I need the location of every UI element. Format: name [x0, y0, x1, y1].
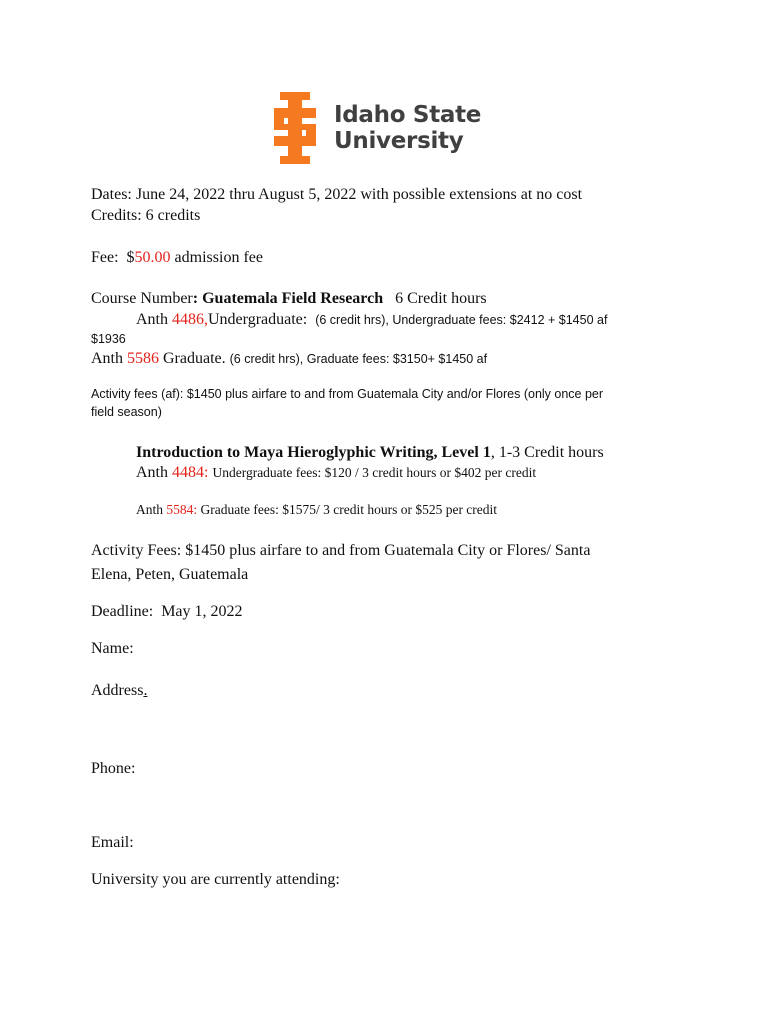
course1-undergrad-number: 4486, — [172, 311, 208, 328]
course2-grad-number: 5584: — [166, 502, 198, 517]
activity-fees-line-2: Elena, Peten, Guatemala — [91, 566, 249, 583]
course2-undergrad-number: 4484: — [172, 464, 209, 481]
course1-grad-number: 5586 — [127, 350, 159, 367]
course-number-prefix: Course Number — [91, 290, 193, 307]
deadline-value: May 1, 2022 — [161, 603, 243, 620]
course1-activity-line-2: field season) — [91, 405, 162, 419]
course1-activity-line-1: Activity fees (af): $1450 plus airfare to and from Guatemala City and/or Flores (only once per — [91, 387, 604, 401]
fee-line — [91, 249, 263, 267]
address-field-label: Address — [91, 682, 144, 699]
logo-line-1: Idaho State — [334, 102, 482, 128]
university-field-label: University you are currently attending: — [91, 871, 340, 888]
course1-grad-details: (6 credit hrs), Graduate fees: $3150+ $1450 af — [229, 352, 488, 366]
course2-grad-details: Graduate fees: $1575/ 3 credit hours or $525 per credit — [200, 502, 498, 517]
course2-heading — [136, 444, 604, 462]
dates-line — [91, 186, 582, 204]
course2-hours: , 1-3 Credit hours — [490, 444, 604, 461]
course1-heading — [91, 290, 487, 308]
fee-suffix: admission fee — [174, 249, 263, 266]
course1-grad-level: Graduate. — [163, 350, 226, 367]
deadline-label: Deadline: — [91, 603, 154, 620]
address-field-mark: . — [143, 682, 148, 699]
credits-line — [91, 207, 200, 225]
credits-value: 6 credits — [145, 207, 201, 224]
dates-value: June 24, 2022 thru August 5, 2022 with possible extensions at no cost — [135, 186, 583, 203]
isu-monogram-icon — [270, 92, 320, 164]
course1-undergrad-details: (6 credit hrs), Undergraduate fees: $2412 + $1450 af — [315, 313, 608, 327]
phone-field-label: Phone: — [91, 760, 136, 777]
activity-fees-line-1: Activity Fees: $1450 plus airfare to and from Guatemala City or Flores/ Santa — [91, 542, 591, 559]
course2-grad-line — [136, 502, 497, 518]
logo-wordmark — [334, 102, 481, 154]
isu-logo — [270, 92, 481, 164]
course1-undergrad-prefix: Anth — [136, 311, 168, 328]
email-field-label: Email: — [91, 834, 134, 851]
name-field-label: Name: — [91, 640, 134, 657]
course2-undergrad-details: Undergraduate fees: $120 / 3 credit hours or $402 per credit — [212, 465, 537, 480]
fee-amount: 50.00 — [134, 249, 171, 266]
course1-undergrad-level: Undergraduate: — [208, 311, 308, 328]
address-field — [91, 682, 147, 700]
fee-label: Fee: — [91, 249, 119, 266]
deadline-line — [91, 603, 243, 621]
fee-currency: $ — [126, 249, 135, 266]
course1-title: : Guatemala Field Research — [192, 290, 384, 307]
credits-label: Credits: — [91, 207, 142, 224]
logo-line-2: University — [334, 128, 464, 154]
course1-undergrad-total: $1936 — [91, 332, 126, 346]
course1-hours: 6 Credit hours — [395, 290, 487, 307]
course2-grad-prefix: Anth — [136, 502, 163, 517]
dates-label: Dates: — [91, 186, 132, 203]
course2-undergrad-prefix: Anth — [136, 464, 168, 481]
course1-grad-line — [91, 350, 487, 368]
course2-title: Introduction to Maya Hieroglyphic Writing, Level 1 — [136, 444, 491, 461]
course1-undergrad-line — [136, 311, 607, 329]
course2-undergrad-line — [136, 464, 536, 482]
course1-grad-prefix: Anth — [91, 350, 123, 367]
